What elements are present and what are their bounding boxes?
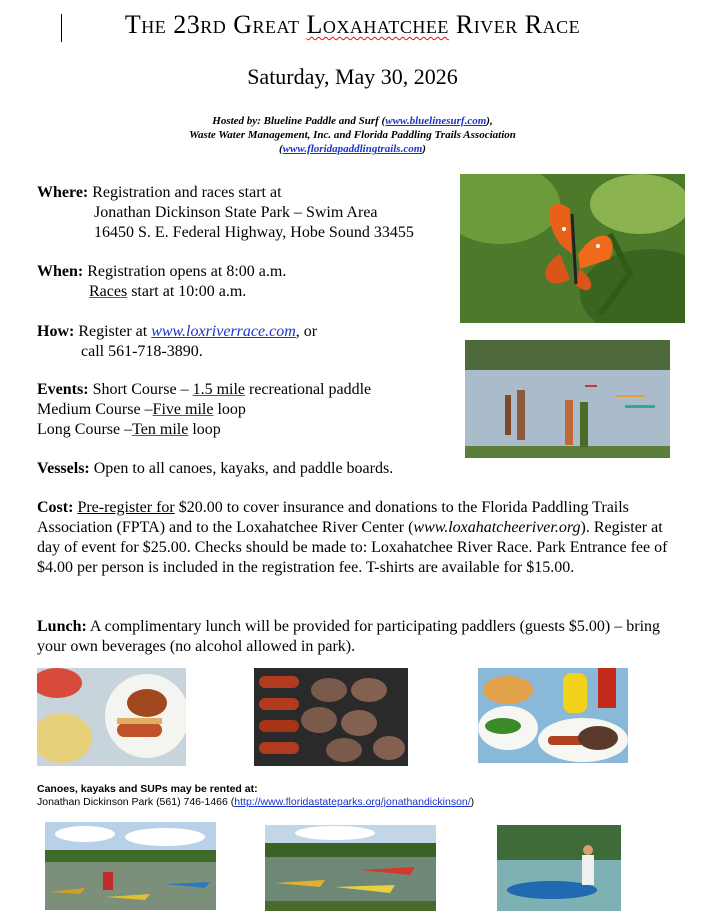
bbq-spread-photo bbox=[478, 668, 628, 763]
paddlers-photo bbox=[465, 340, 670, 458]
rental-info: Canoes, kayaks and SUPs may be rented at: Jonathan Dickinson Park (561) 746-1466 (http://www.floridastateparks.org/jonathandickinson/) bbox=[37, 783, 475, 808]
grill-photo bbox=[254, 668, 408, 766]
floridapaddlingtrails-link[interactable]: www.floridapaddlingtrails.com bbox=[282, 143, 423, 155]
lunch-section: Lunch: A complimentary lunch will be provided for participating paddlers (guests $5.00) – bring your own beverages (no alcohol allowed in park). bbox=[37, 618, 661, 655]
hosted-by-block: Hosted by: Blueline Paddle and Surf (www.bluelinesurf.com), Waste Water Management, Inc. and Florida Paddling Trails Association (www.floridapaddlingtrails.com) bbox=[189, 115, 516, 155]
title-misspelled-word: Loxahatchee bbox=[306, 10, 449, 39]
when-section: When: Registration opens at 8:00 a.m. Races start at 10:00 a.m. bbox=[37, 263, 287, 300]
bluelinesurf-link[interactable]: www.bluelinesurf.com bbox=[385, 115, 487, 127]
state-park-link[interactable]: http://www.floridastateparks.org/jonathandickinson/ bbox=[234, 796, 471, 808]
vessels-section: Vessels: Open to all canoes, kayaks, and paddle boards. bbox=[37, 460, 394, 477]
page-title: The 23rd Great Loxahatchee River Race bbox=[124, 10, 581, 39]
butterfly-photo bbox=[460, 174, 685, 323]
events-section: Events: Short Course – 1.5 mile recreational paddle Medium Course –Five mile loop Long Course –Ten mile loop bbox=[37, 381, 372, 438]
where-section: Where: Registration and races start at Jonathan Dickinson State Park – Swim Area 16450 S. E. Federal Highway, Hobe Sound 33455 bbox=[37, 184, 414, 241]
kayakers-river-photo bbox=[45, 822, 216, 910]
cost-section: Cost: Pre-register for $20.00 to cover insurance and donations to the Florida Paddling Trails Association (FPTA) and to the Loxahatchee River Center (www.loxahatcheeriver.org). Register at day of event for $25.00. Checks should be made to: Loxahatchee River Race. Park Entrance fee of $4.00 per person is included in the registration fee. T-shirts are available for $15.00. bbox=[37, 499, 668, 576]
event-date: Saturday, May 30, 2026 bbox=[247, 64, 458, 89]
loxriverrace-link[interactable]: www.loxriverrace.com bbox=[151, 323, 296, 340]
paddleboard-photo bbox=[497, 825, 621, 911]
canoes-lake-photo bbox=[265, 825, 436, 911]
how-section: How: Register at www.loxriverrace.com, or call 561-718-3890. bbox=[37, 323, 318, 360]
hotdog-plate-photo bbox=[37, 668, 186, 766]
